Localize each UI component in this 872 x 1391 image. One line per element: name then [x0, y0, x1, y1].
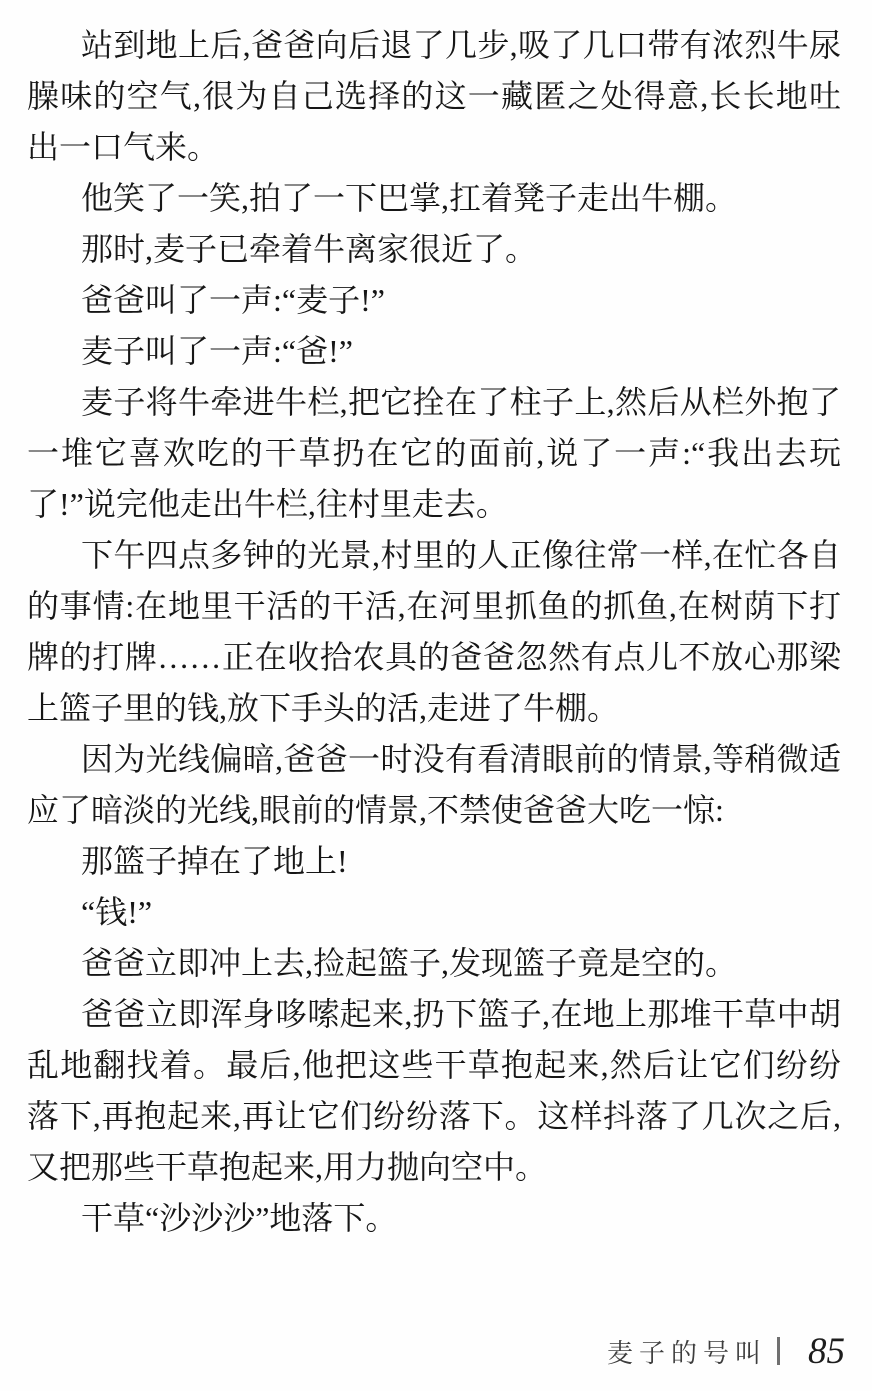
paragraph: 爸爸立即冲上去,捡起篮子,发现篮子竟是空的。	[81, 945, 738, 981]
paragraph: 麦子叫了一声:“爸!”	[81, 333, 353, 369]
paragraph: 爸爸立即浑身哆嗦起来,扔下篮子,在地上那堆干草中胡乱地翻找着。最后,他把这些干草抱起来,然后让它们纷纷落下,再抱起来,再让它们纷纷落下。这样抖落了几次之后,又把那些干草抱起来,用力抛向空中。	[27, 996, 841, 1185]
paragraph: 麦子将牛牵进牛栏,把它拴在了柱子上,然后从栏外抱了一堆它喜欢吃的干草扔在它的面前,说了一声:“我出去玩了!”说完他走出牛栏,往村里走去。	[27, 384, 841, 522]
page-number: 85	[808, 1330, 845, 1372]
paragraph: 站到地上后,爸爸向后退了几步,吸了几口带有浓烈牛尿臊味的空气,很为自己选择的这一藏匿之处得意,长长地吐出一口气来。	[27, 27, 841, 165]
running-footer-chapter-title: 麦子的号叫	[606, 1338, 767, 1368]
paragraph: 那篮子掉在了地上!	[81, 843, 348, 879]
paragraph: 那时,麦子已牵着牛离家很近了。	[81, 231, 538, 267]
paragraph: 他笑了一笑,拍了一下巴掌,扛着凳子走出牛棚。	[81, 180, 738, 216]
paragraph: 爸爸叫了一声:“麦子!”	[81, 282, 385, 318]
paragraph: 下午四点多钟的光景,村里的人正像往常一样,在忙各自的事情:在地里干活的干活,在河里抓鱼的抓鱼,在树荫下打牌的打牌……正在收拾农具的爸爸忽然有点儿不放心那梁上篮子里的钱,放下手头的活,走进了牛棚。	[27, 537, 841, 726]
paragraph: 因为光线偏暗,爸爸一时没有看清眼前的情景,等稍微适应了暗淡的光线,眼前的情景,不禁使爸爸大吃一惊:	[27, 741, 841, 828]
paragraph: “钱!”	[81, 894, 153, 930]
page-footer	[607, 1330, 845, 1372]
body-text	[27, 20, 841, 1244]
paragraph: 干草“沙沙沙”地落下。	[81, 1200, 398, 1236]
footer-divider	[777, 1337, 780, 1365]
